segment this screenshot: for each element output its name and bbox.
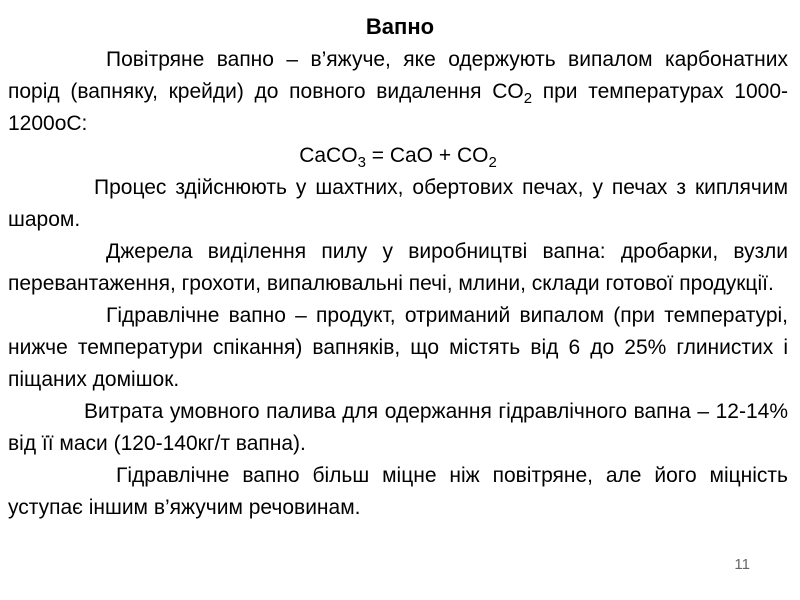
paragraph-fuel-consumption: Витрата умовного палива для одержання гідравлічного вапна – 12-14% від її маси (120-140кг/т вапна). <box>8 400 788 455</box>
paragraph-process: Процес здійснюють у шахтних, обертових печах, у печах з киплячим шаром. <box>8 176 788 231</box>
paragraph-hydraulic-lime: Гідравлічне вапно – продукт, отриманий випалом (при температурі, нижче температури спікання) вапняків, що містять від 6 до 25% глинистих і піщаних домішок. <box>8 304 788 391</box>
page-title: Вапно <box>365 14 435 39</box>
paragraph-air-lime-text-end: при температурах 1000-1200оС: <box>8 80 789 135</box>
formula-caco-subscript: 3 <box>357 154 366 171</box>
paragraph-strength: Гідравлічне вапно більш міцне ніж повітряне, але його міцність уступає іншим в’яжучим речовинам. <box>8 464 788 519</box>
formula-co-subscript: 2 <box>488 154 497 171</box>
chemical-formula <box>8 140 788 172</box>
paragraph-dust-sources: Джерела виділення пилу у виробництві вапна: дробарки, вузли перевантаження, грохоти, випалювальні печі, млини, склади готової продукції. <box>8 240 788 295</box>
slide-content <box>8 44 788 524</box>
co2-subscript: 2 <box>523 90 533 107</box>
paragraph-air-lime-text: Повітряне вапно – в’яжуче, яке одержують випалом карбонатних порід (вапняку, крейди) до повного видалення CO <box>8 48 788 103</box>
formula-cao-co: = CaO + CO <box>365 144 489 167</box>
page-number: 11 <box>734 556 750 573</box>
paragraph-air-lime <box>8 44 788 140</box>
formula-caco: CaCO <box>299 144 358 167</box>
